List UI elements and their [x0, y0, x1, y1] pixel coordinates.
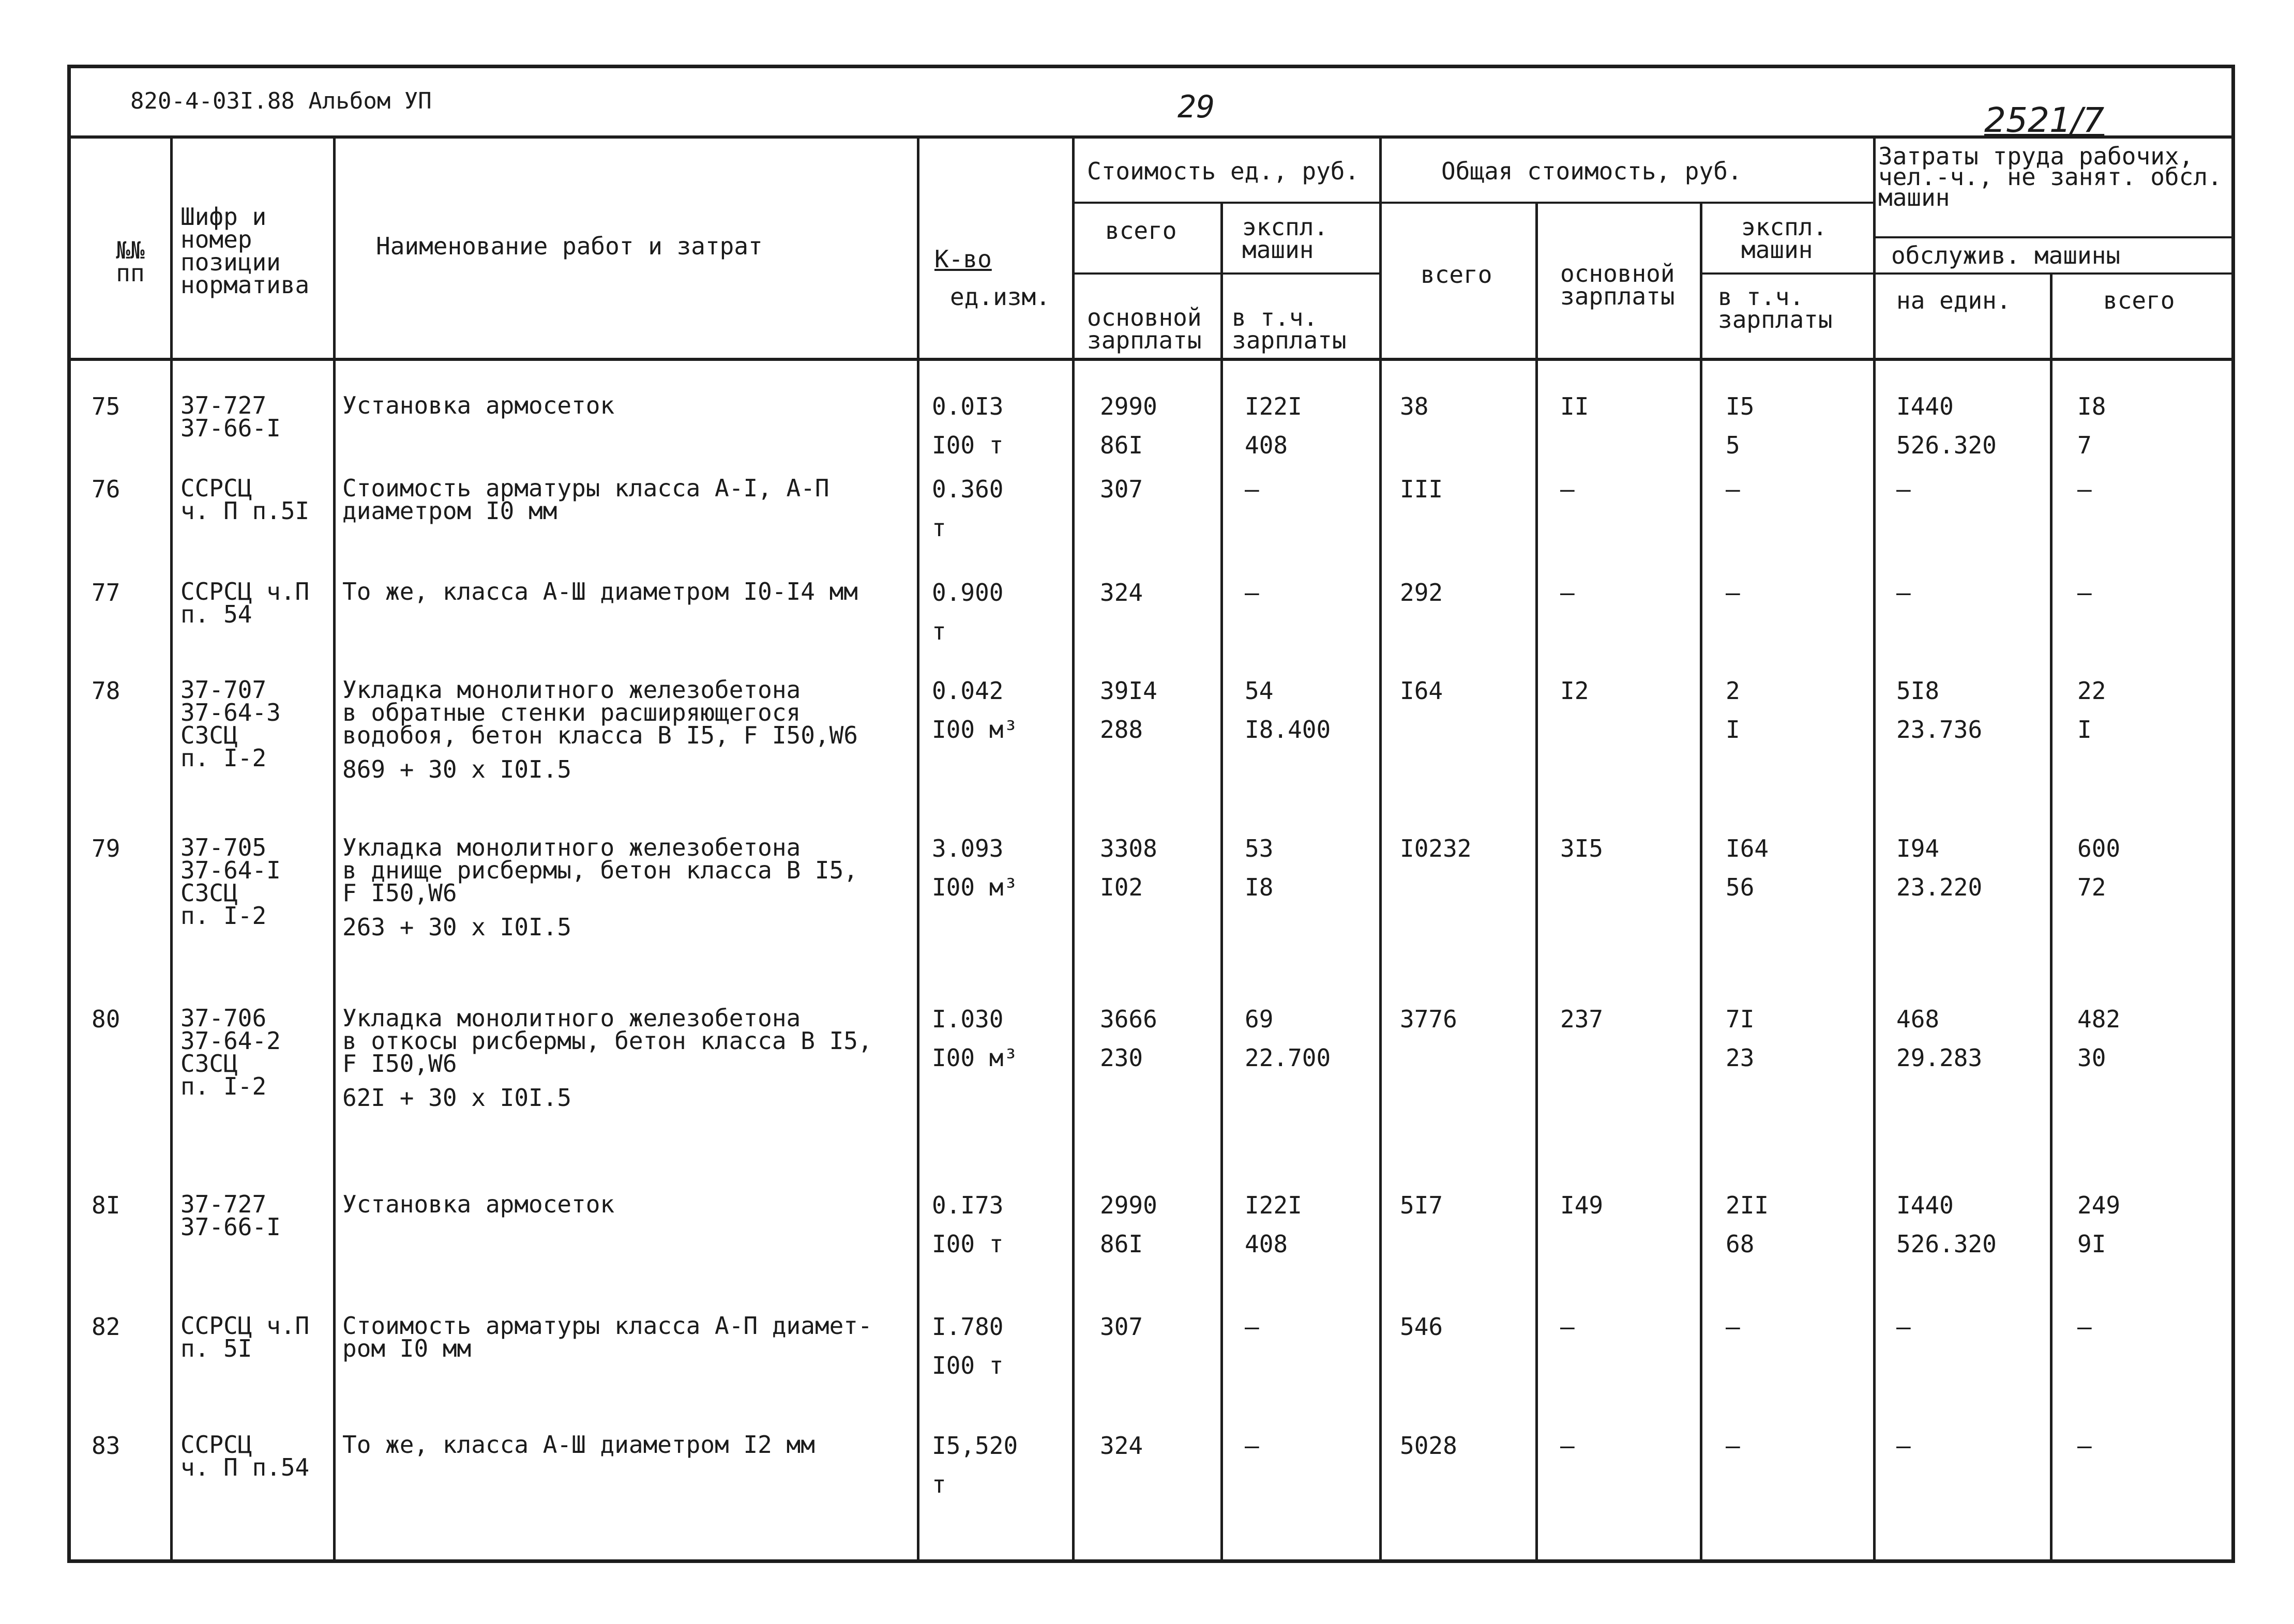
row-divider — [1873, 272, 2235, 275]
unit-of-measure: I00 м³ — [932, 716, 1018, 743]
unit-machine-salary: 408 — [1245, 1230, 1288, 1258]
unit-of-measure: т — [932, 617, 946, 645]
work-name: Стоимость арматуры класса А-П диамет- ром I0 мм — [342, 1312, 872, 1362]
total-cost: 5I7 — [1400, 1191, 1443, 1219]
total-machine-salary: 56 — [1726, 873, 1755, 901]
total-machine-cost: 7I — [1726, 1005, 1755, 1033]
norm-code: 37-706 37-64-2 СЗСЦ п. I-2 — [180, 1004, 281, 1100]
row-number: 8I — [92, 1191, 120, 1219]
quantity: I5,520 — [932, 1432, 1018, 1460]
header-labor-unit: на един. — [1896, 286, 2011, 314]
norm-code: 37-705 37-64-I СЗСЦ п. I-2 — [180, 833, 281, 930]
header-unit-machine: экспл. машин — [1242, 213, 1329, 264]
row-number: 80 — [92, 1005, 120, 1033]
total-base-salary: 237 — [1560, 1005, 1604, 1033]
unit-base-salary: I02 — [1100, 873, 1143, 901]
unit-of-measure: т — [932, 514, 946, 542]
labor-per-unit: I94 — [1896, 834, 1940, 862]
work-name: Установка армосеток — [342, 1190, 615, 1218]
unit-of-measure: т — [932, 1470, 946, 1498]
col-divider — [1220, 202, 1223, 1563]
labor-total-machine: 7 — [2077, 431, 2092, 459]
labor-total: – — [2077, 475, 2092, 503]
unit-cost-total: 324 — [1100, 1432, 1143, 1460]
unit-machine-salary: I8.400 — [1245, 716, 1331, 743]
unit-machine-salary: 408 — [1245, 431, 1288, 459]
norm-code: ССРСЦ ч. П п.5I — [180, 474, 310, 525]
header-unit-incl-salary: в т.ч. зарплаты — [1232, 303, 1347, 354]
unit-cost-total: 2990 — [1100, 392, 1157, 420]
labor-total: 600 — [2077, 834, 2121, 862]
labor-total: – — [2077, 1432, 2092, 1460]
unit-cost-total: 2990 — [1100, 1191, 1157, 1219]
work-name: Укладка монолитного железобетона в откосы рисбермы, бетон класса В I5, F I50,W6 — [342, 1004, 872, 1077]
col-divider — [2050, 272, 2052, 1563]
total-base-salary: I49 — [1560, 1191, 1604, 1219]
header-labor-sub: обслужив. машины — [1891, 241, 2121, 269]
unit-cost-total: 307 — [1100, 475, 1143, 503]
header-total-incl-salary: в т.ч. зарплаты — [1718, 283, 1833, 333]
total-machine-cost: – — [1726, 1313, 1740, 1341]
header-bottom-line — [71, 358, 2235, 361]
total-base-salary: – — [1560, 1313, 1575, 1341]
labor-total-machine: 72 — [2077, 873, 2106, 901]
unit-machine-cost: 54 — [1245, 677, 1274, 705]
total-cost: 38 — [1400, 392, 1429, 420]
total-machine-cost: – — [1726, 475, 1740, 503]
header-total-base-salary: основной зарплаты — [1560, 260, 1675, 310]
header-divider — [71, 135, 2231, 139]
labor-total: – — [2077, 579, 2092, 606]
total-cost: I64 — [1400, 677, 1443, 705]
quantity: 0.360 — [932, 475, 1004, 503]
labor-per-unit: – — [1896, 1313, 1911, 1341]
total-machine-salary: 23 — [1726, 1044, 1755, 1072]
unit-of-measure: I00 м³ — [932, 1044, 1018, 1072]
labor-per-unit-machine: 526.320 — [1896, 431, 1997, 459]
unit-machine-cost: I22I — [1245, 1191, 1302, 1219]
col-divider — [1535, 202, 1538, 1563]
total-machine-cost: I64 — [1726, 834, 1769, 862]
header-code: Шифр и номер позиции норматива — [180, 203, 310, 299]
header-total-machine: экспл. машин — [1741, 213, 1828, 264]
labor-total: 482 — [2077, 1005, 2121, 1033]
labor-total: 249 — [2077, 1191, 2121, 1219]
norm-code: ССРСЦ ч.П п. 5I — [180, 1312, 310, 1362]
total-machine-cost: I5 — [1726, 392, 1755, 420]
unit-base-salary: 288 — [1100, 716, 1143, 743]
row-number: 77 — [92, 579, 120, 606]
unit-machine-cost: – — [1245, 1432, 1259, 1460]
col-divider — [170, 135, 173, 1563]
header-unit-cost: Стоимость ед., руб. — [1087, 157, 1360, 185]
work-name: Укладка монолитного железобетона в обратные стенки расширяющегося водобоя, бетон класса В I5, F I50,W6 — [342, 676, 858, 749]
total-base-salary: 3I5 — [1560, 834, 1604, 862]
row-number: 76 — [92, 475, 120, 503]
col-divider — [1072, 135, 1075, 1563]
header-num: №№ пп — [116, 236, 145, 287]
col-divider — [1873, 135, 1876, 1563]
estimate-sheet — [67, 65, 2235, 1563]
total-cost: III — [1400, 475, 1443, 503]
row-divider — [1873, 236, 2235, 238]
header-unit-total: всего — [1105, 217, 1177, 245]
col-divider — [1379, 135, 1382, 1563]
unit-of-measure: I00 т — [932, 1230, 1004, 1258]
unit-cost-total: 307 — [1100, 1313, 1143, 1341]
total-cost: 292 — [1400, 579, 1443, 606]
norm-code: ССРСЦ ч.П п. 54 — [180, 578, 310, 628]
labor-per-unit-machine: 526.320 — [1896, 1230, 1997, 1258]
labor-per-unit-machine: 23.736 — [1896, 716, 1983, 743]
total-base-salary: – — [1560, 475, 1575, 503]
total-machine-salary: 5 — [1726, 431, 1740, 459]
unit-cost-total: 324 — [1100, 579, 1143, 606]
col-divider — [333, 135, 336, 1563]
total-base-salary: II — [1560, 392, 1589, 420]
header-unit: ед.изм. — [950, 283, 1050, 311]
labor-per-unit: I440 — [1896, 1191, 1954, 1219]
total-base-salary: – — [1560, 1432, 1575, 1460]
unit-of-measure: I00 т — [932, 431, 1004, 459]
unit-cost-total: 39I4 — [1100, 677, 1157, 705]
row-divider — [1072, 272, 1379, 275]
labor-per-unit: 5I8 — [1896, 677, 1940, 705]
unit-machine-salary: 22.700 — [1245, 1044, 1331, 1072]
quantity: I.780 — [932, 1313, 1004, 1341]
header-labor-total: всего — [2103, 286, 2175, 314]
labor-per-unit-machine: 23.220 — [1896, 873, 1983, 901]
work-name: То же, класса А-Ш диаметром I2 мм — [342, 1431, 815, 1459]
norm-code: ССРСЦ ч. П п.54 — [180, 1431, 310, 1481]
labor-total-machine: 9I — [2077, 1230, 2106, 1258]
unit-base-salary: 230 — [1100, 1044, 1143, 1072]
unit-machine-cost: I22I — [1245, 392, 1302, 420]
unit-machine-cost: 53 — [1245, 834, 1274, 862]
labor-per-unit: – — [1896, 579, 1911, 606]
quantity: 3.093 — [932, 834, 1004, 862]
total-machine-cost: – — [1726, 579, 1740, 606]
labor-per-unit: – — [1896, 475, 1911, 503]
album-code: 820-4-03I.88 Альбом УП — [130, 88, 432, 114]
labor-per-unit: I440 — [1896, 392, 1954, 420]
quantity: 0.042 — [932, 677, 1004, 705]
norm-code: 37-727 37-66-I — [180, 1190, 281, 1241]
row-number: 78 — [92, 677, 120, 705]
labor-total: 22 — [2077, 677, 2106, 705]
quantity: 0.0I3 — [932, 392, 1004, 420]
norm-code: 37-727 37-66-I — [180, 391, 281, 442]
unit-of-measure: I00 м³ — [932, 873, 1018, 901]
unit-cost-total: 3666 — [1100, 1005, 1157, 1033]
page-number: 29 — [1178, 89, 1215, 125]
total-machine-salary: I — [1726, 716, 1740, 743]
header-total-cost: Общая стоимость, руб. — [1441, 157, 1742, 185]
total-machine-cost: 2 — [1726, 677, 1740, 705]
row-divider — [1379, 202, 1873, 204]
row-number: 83 — [92, 1432, 120, 1460]
total-cost: 3776 — [1400, 1005, 1457, 1033]
unit-machine-cost: 69 — [1245, 1005, 1274, 1033]
total-machine-cost: 2II — [1726, 1191, 1769, 1219]
quantity: 0.I73 — [932, 1191, 1004, 1219]
labor-per-unit: 468 — [1896, 1005, 1940, 1033]
norm-code: 37-707 37-64-3 СЗСЦ п. I-2 — [180, 676, 281, 772]
total-base-salary: – — [1560, 579, 1575, 606]
row-divider — [1700, 272, 1873, 275]
work-name: Стоимость арматуры класса А-I, А-П диаметром I0 мм — [342, 474, 829, 525]
work-name: Укладка монолитного железобетона в днище рисбермы, бетон класса В I5, F I50,W6 — [342, 833, 858, 907]
unit-of-measure: I00 т — [932, 1352, 1004, 1379]
total-cost: I0232 — [1400, 834, 1472, 862]
total-machine-cost: – — [1726, 1432, 1740, 1460]
labor-per-unit: – — [1896, 1432, 1911, 1460]
handwritten-stamp: 2521/7 — [1984, 100, 2105, 140]
labor-total-machine: I — [2077, 716, 2092, 743]
unit-machine-cost: – — [1245, 579, 1259, 606]
work-name: Установка армосеток — [342, 391, 615, 419]
total-machine-salary: 68 — [1726, 1230, 1755, 1258]
unit-base-salary: 86I — [1100, 1230, 1143, 1258]
work-formula: 263 + 30 х I0I.5 — [342, 913, 572, 941]
labor-total-machine: 30 — [2077, 1044, 2106, 1072]
unit-machine-cost: – — [1245, 475, 1259, 503]
header-total-all: всего — [1421, 261, 1492, 289]
labor-per-unit-machine: 29.283 — [1896, 1044, 1983, 1072]
row-number: 75 — [92, 392, 120, 420]
row-number: 82 — [92, 1313, 120, 1341]
col-divider — [1700, 202, 1702, 1563]
unit-cost-total: 3308 — [1100, 834, 1157, 862]
header-unit-base-salary: основной зарплаты — [1087, 303, 1202, 354]
row-divider — [1072, 202, 1379, 204]
quantity: 0.900 — [932, 579, 1004, 606]
quantity: I.030 — [932, 1005, 1004, 1033]
header-name: Наименование работ и затрат — [376, 232, 763, 260]
labor-total: I8 — [2077, 392, 2106, 420]
total-cost: 546 — [1400, 1313, 1443, 1341]
work-name: То же, класса А-Ш диаметром I0-I4 мм — [342, 578, 858, 605]
header-labor: Затраты труда рабочих, чел.-ч., не занят. обсл. машин — [1878, 142, 2222, 211]
unit-machine-cost: – — [1245, 1313, 1259, 1341]
unit-machine-salary: I8 — [1245, 873, 1274, 901]
unit-base-salary: 86I — [1100, 431, 1143, 459]
col-divider — [917, 135, 919, 1563]
work-formula: 869 + 30 х I0I.5 — [342, 755, 572, 783]
labor-total: – — [2077, 1313, 2092, 1341]
work-formula: 62I + 30 х I0I.5 — [342, 1084, 572, 1112]
header-qty: К-во — [934, 245, 992, 273]
total-base-salary: I2 — [1560, 677, 1589, 705]
row-number: 79 — [92, 834, 120, 862]
total-cost: 5028 — [1400, 1432, 1457, 1460]
